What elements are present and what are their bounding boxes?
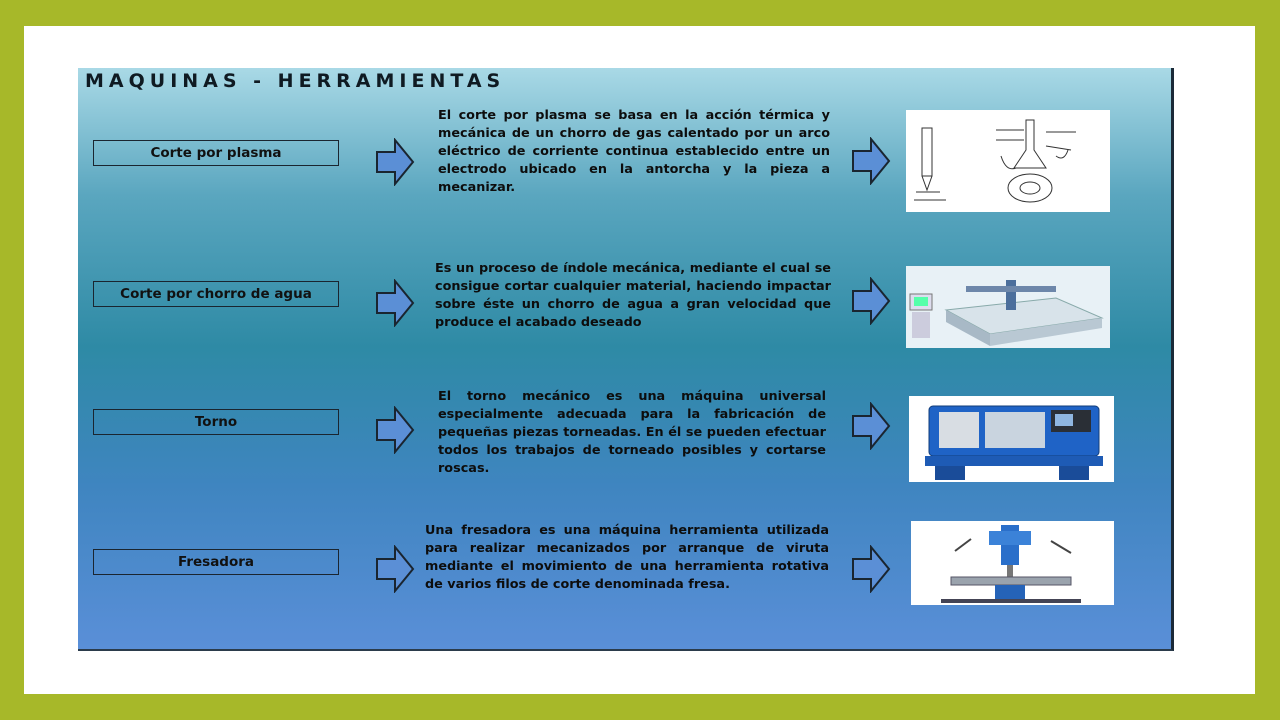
- right-arrow-icon: [375, 279, 415, 327]
- plasma-cutting-diagram-image: [906, 110, 1110, 212]
- right-arrow-icon: [851, 137, 891, 185]
- milling-machine-image: [911, 521, 1114, 605]
- description-torno: El torno mecánico es una máquina universal especialmente adecuada para la fabricación de pequeñas piezas torneadas. En él se pueden efectuar todos los trabajos de torneado posibles y cortarse roscas.: [438, 389, 826, 476]
- waterjet-machine-image: [906, 266, 1110, 348]
- label-torno: Torno: [93, 409, 339, 435]
- right-arrow-icon: [375, 406, 415, 454]
- page-title: MAQUINAS - HERRAMIENTAS: [85, 70, 506, 92]
- description-corte-por-plasma: El corte por plasma se basa en la acción térmica y mecánica de un chorro de gas calentado por un arco eléctrico de corriente continua establecido entre un electrodo ubicado en la antorcha y la pieza a mecanizar.: [438, 108, 830, 195]
- description-corte-por-chorro-de-agua: Es un proceso de índole mecánica, mediante el cual se consigue cortar cualquier material, haciendo impactar sobre éste un chorro de agua a gran velocidad que produce el acabado deseado: [435, 261, 831, 330]
- lathe-machine-image: [909, 396, 1114, 482]
- label-corte-por-chorro-de-agua: Corte por chorro de agua: [93, 281, 339, 307]
- right-arrow-icon: [375, 138, 415, 186]
- right-arrow-icon: [851, 545, 891, 593]
- label-fresadora: Fresadora: [93, 549, 339, 575]
- right-arrow-icon: [851, 277, 891, 325]
- right-arrow-icon: [375, 545, 415, 593]
- right-arrow-icon: [851, 402, 891, 450]
- label-corte-por-plasma: Corte por plasma: [93, 140, 339, 166]
- description-fresadora: Una fresadora es una máquina herramienta utilizada para realizar mecanizados por arranque de viruta mediante el movimiento de una herramienta rotativa de varios filos de corte denominada fresa.: [425, 523, 829, 592]
